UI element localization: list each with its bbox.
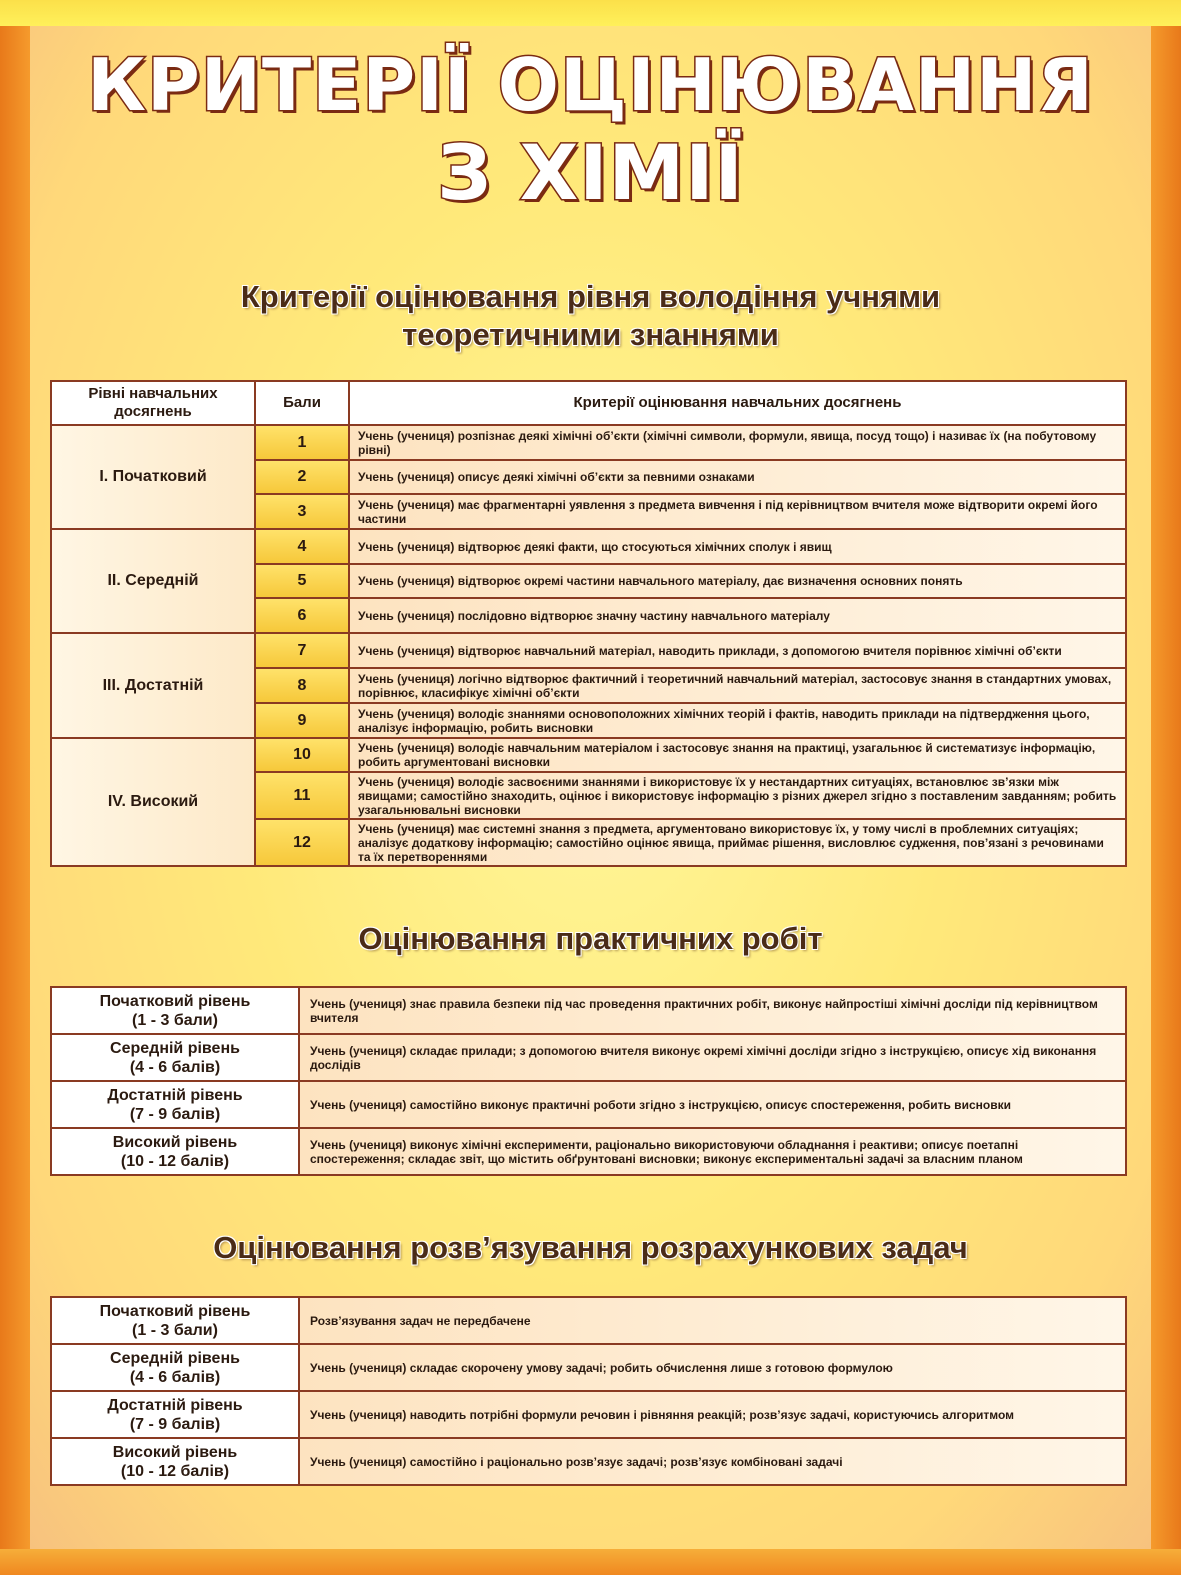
criteria-cell: Учень (учениця) володіє навчальним матеріалом і застосовує знання на практиці, узагальнює й систематизує інформацію, робить аргументовані висновки [349, 738, 1126, 772]
level-name: Високий рівень [112, 1443, 238, 1461]
level-description: Учень (учениця) наводить потрібні формули речовин і рівняння реакцій; розв’язує задачі, користуючись алгоритмом [299, 1391, 1126, 1438]
level-range: (4 - 6 балів) [129, 1368, 221, 1386]
level-label [51, 1438, 299, 1485]
criteria-cell: Учень (учениця) має системні знання з предмета, аргументовано використовує їх, у тому числі в проблемних ситуаціях; аналізує додаткову інформацію; самостійно оцінює явища, приймає рішення, висловлює судження, пов’язані з речовинами та їх перетвореннями [349, 819, 1126, 866]
level-name: Середній рівень [110, 1039, 240, 1057]
score-cell: 2 [255, 460, 349, 494]
table-row [51, 1034, 1126, 1081]
level-label [51, 1344, 299, 1391]
table-row [51, 1391, 1126, 1438]
level-name: Середній рівень [110, 1349, 240, 1367]
section1-title-line2: теоретичними знаннями [402, 317, 779, 352]
score-cell: 8 [255, 668, 349, 703]
level-range: (1 - 3 бали) [132, 1321, 218, 1339]
practical-works-table [50, 986, 1127, 1176]
section1-title [0, 278, 1181, 354]
criteria-cell: Учень (учениця) володіє знаннями основоположних хімічних теорій і фактів, наводить приклади на підтвердження цього, аналізує інформацію, робить висновки [349, 703, 1126, 738]
criteria-cell: Учень (учениця) відтворює деякі факти, що стосуються хімічних сполук і явищ [349, 529, 1126, 564]
level-range: (7 - 9 балів) [129, 1415, 221, 1433]
table-row [51, 633, 1126, 668]
level-name: IV. Високий [51, 738, 255, 866]
criteria-cell: Учень (учениця) володіє засвоєними знаннями і використовує їх у нестандартних ситуаціях, встановлює зв’язки між явищами; самостійно знаходить, оцінює і використовує інформацію з різних джерел згідно з поставленим завданням; робить узагальнювальні висновки [349, 772, 1126, 819]
level-description: Учень (учениця) виконує хімічні експерименти, раціонально використовуючи обладнання і реактиви; описує поетапні спостереження; складає звіт, що містить обґрунтовані висновки; виконує експериментальні задачі за власним планом [299, 1128, 1126, 1175]
score-cell: 4 [255, 529, 349, 564]
level-range: (1 - 3 бали) [132, 1011, 218, 1029]
criteria-cell: Учень (учениця) описує деякі хімічні об’єкти за певними ознаками [349, 460, 1126, 494]
level-description: Учень (учениця) знає правила безпеки під час проведення практичних робіт, виконує найпростіші хімічні досліди під керівництвом вчителя [299, 987, 1126, 1034]
criteria-cell: Учень (учениця) логічно відтворює фактичний і теоретичний навчальний матеріал, застосовує знання в стандартних умовах, порівнює, класифікує хімічні об’єкти [349, 668, 1126, 703]
poster-title-line1: КРИТЕРІЇ ОЦІНЮВАННЯ [87, 43, 1094, 127]
header-score: Бали [255, 381, 349, 425]
section3-title: Оцінювання розв’язування розрахункових задач [213, 1230, 968, 1265]
table-row [51, 425, 1126, 460]
criteria-cell: Учень (учениця) відтворює навчальний матеріал, наводить приклади, з допомогою вчителя порівнює хімічні об’єкти [349, 633, 1126, 668]
section2-title: Оцінювання практичних робіт [358, 921, 823, 956]
table-row [51, 529, 1126, 564]
level-description: Учень (учениця) складає скорочену умову задачі; робить обчислення лише з готовою формулою [299, 1344, 1126, 1391]
table-row [51, 987, 1126, 1034]
theory-criteria-table [50, 380, 1127, 867]
level-name: III. Достатній [51, 633, 255, 738]
table-row [51, 738, 1126, 772]
table-row [51, 1297, 1126, 1344]
score-cell: 9 [255, 703, 349, 738]
level-label [51, 1128, 299, 1175]
score-cell: 3 [255, 494, 349, 529]
score-cell: 12 [255, 819, 349, 866]
criteria-cell: Учень (учениця) розпізнає деякі хімічні об’єкти (хімічні символи, формули, явища, посуд тощо) і називає їх (на побутовому рівні) [349, 425, 1126, 460]
level-range: (7 - 9 балів) [129, 1105, 221, 1123]
level-description: Учень (учениця) самостійно виконує практичні роботи згідно з інструкцією, описує спостереження, робить висновки [299, 1081, 1126, 1128]
score-cell: 1 [255, 425, 349, 460]
criteria-cell: Учень (учениця) має фрагментарні уявлення з предмета вивчення і під керівництвом вчителя може відтворити окремі його частини [349, 494, 1126, 529]
table-row [51, 1128, 1126, 1175]
level-description: Учень (учениця) складає прилади; з допомогою вчителя виконує окремі хімічні досліди згідно з інструкцією, описує хід виконання дослідів [299, 1034, 1126, 1081]
level-range: (10 - 12 балів) [120, 1462, 230, 1480]
header-criteria: Критерії оцінювання навчальних досягнень [349, 381, 1126, 425]
score-cell: 5 [255, 564, 349, 598]
level-description: Учень (учениця) самостійно і раціонально розв’язує задачі; розв’язує комбіновані задачі [299, 1438, 1126, 1485]
table-row [51, 1081, 1126, 1128]
level-description: Розв’язування задач не передбачене [299, 1297, 1126, 1344]
level-name: Достатній рівень [107, 1086, 243, 1104]
score-cell: 7 [255, 633, 349, 668]
table-row [51, 1438, 1126, 1485]
level-name: Початковий рівень [99, 992, 251, 1010]
level-label [51, 987, 299, 1034]
criteria-cell: Учень (учениця) відтворює окремі частини навчального матеріалу, дає визначення основних понять [349, 564, 1126, 598]
level-name: Початковий рівень [99, 1302, 251, 1320]
score-cell: 10 [255, 738, 349, 772]
level-label [51, 1034, 299, 1081]
header-level: Рівні навчальних досягнень [51, 381, 255, 425]
calculation-tasks-table [50, 1296, 1127, 1486]
level-name: I. Початковий [51, 425, 255, 529]
level-label [51, 1297, 299, 1344]
level-range: (4 - 6 балів) [129, 1058, 221, 1076]
poster-title-line2: З ХІМІЇ [437, 128, 744, 217]
table-row [51, 1344, 1126, 1391]
section1-title-line1: Критерії оцінювання рівня володіння учнями [240, 279, 941, 314]
level-label [51, 1391, 299, 1438]
level-label [51, 1081, 299, 1128]
level-name: Високий рівень [112, 1133, 238, 1151]
level-name: II. Середній [51, 529, 255, 633]
score-cell: 11 [255, 772, 349, 819]
criteria-cell: Учень (учениця) послідовно відтворює значну частину навчального матеріалу [349, 598, 1126, 633]
level-range: (10 - 12 балів) [120, 1152, 230, 1170]
level-name: Достатній рівень [107, 1396, 243, 1414]
table-header-row [51, 381, 1126, 425]
score-cell: 6 [255, 598, 349, 633]
